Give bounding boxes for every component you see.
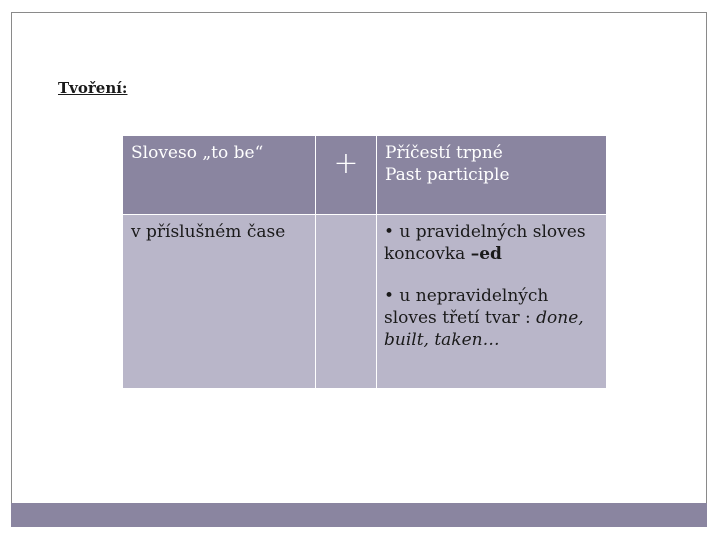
header-verb-text: Sloveso „to be“ [131, 143, 264, 163]
table-body-row [123, 215, 607, 389]
bullet-irregular [377, 265, 606, 351]
bullet-regular-text: • u pravidelných sloves koncovka [384, 222, 586, 264]
bullet-irregular-text: • u nepravidelných sloves třetí tvar : [384, 286, 549, 328]
slide-heading: Tvoření: [58, 79, 128, 97]
header-cell-operator [316, 136, 377, 215]
body-cell-rules [377, 215, 607, 389]
table-header-row [123, 136, 607, 215]
ed-suffix: –ed [470, 244, 502, 264]
header-cell-participle [377, 136, 607, 215]
grammar-table [122, 135, 607, 389]
footer-bar [11, 503, 707, 527]
header-participle-cz: Příčestí trpné [385, 143, 503, 163]
header-cell-verb [123, 136, 316, 215]
body-cell-tense [123, 215, 316, 389]
plus-sign: + [333, 146, 359, 181]
irregular-examples: done, built, taken… [384, 308, 584, 350]
body-cell-empty [316, 215, 377, 389]
body-tense-text: v příslušném čase [131, 222, 286, 242]
header-participle-en: Past participle [385, 165, 510, 185]
bullet-regular [377, 215, 606, 265]
